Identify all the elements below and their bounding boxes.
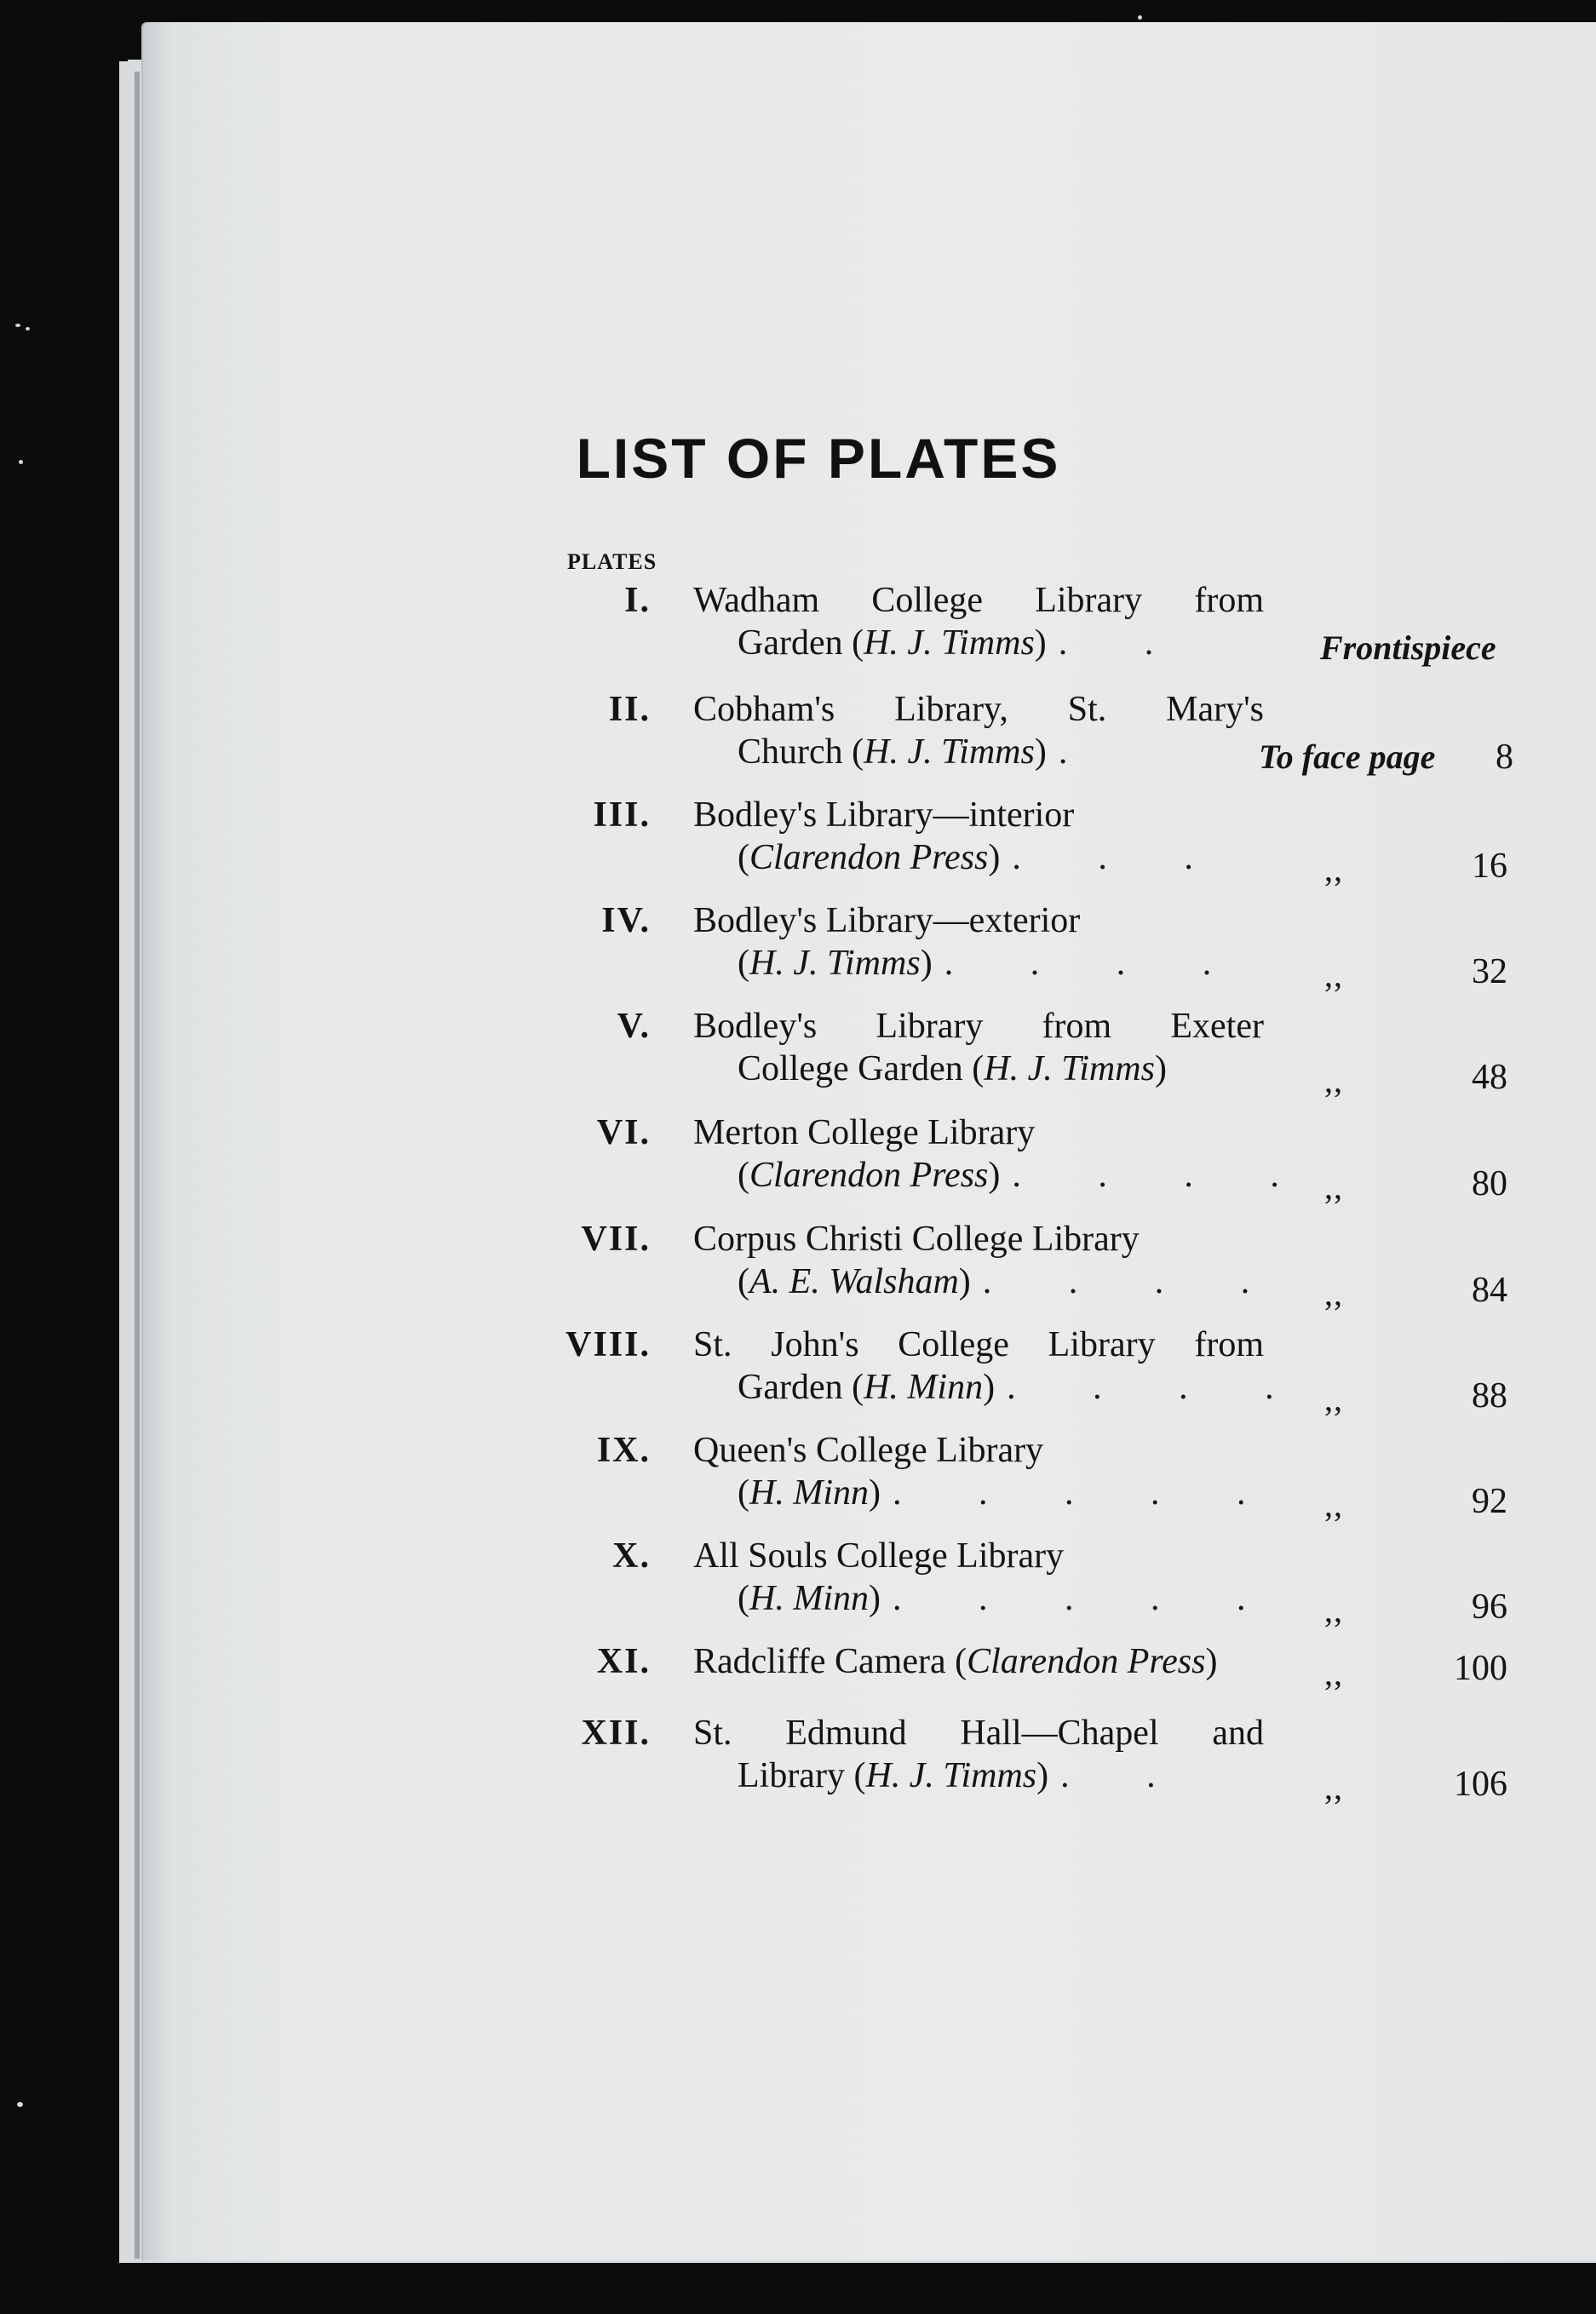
plate-title: Bodley's Library from Exeter — [693, 1007, 1264, 1046]
page-number: 100 — [1454, 1649, 1507, 1688]
leader-dots: . . . . . — [893, 1473, 1280, 1513]
plate-entry — [0, 1712, 1596, 1814]
plate-title: Wadham College Library from — [693, 581, 1264, 620]
ditto-mark: ,, — [1324, 1380, 1343, 1418]
ditto-mark: ,, — [1324, 1654, 1343, 1692]
plate-numeral: IX. — [596, 1431, 651, 1470]
plate-entry — [0, 1111, 1596, 1214]
plate-entry — [0, 1535, 1596, 1637]
plate-title: St. Edmund Hall—Chapel and — [693, 1714, 1264, 1753]
ditto-mark: ,, — [1324, 1274, 1343, 1312]
ditto-mark: ,, — [1324, 850, 1343, 888]
page-number: 106 — [1454, 1765, 1507, 1804]
plate-credit: A. E. Walsham — [749, 1262, 959, 1301]
plate-entry — [0, 579, 1596, 681]
plate-title-cont: (Clarendon Press) . . . — [738, 838, 1227, 877]
leader-dots: . . . . — [1007, 1368, 1308, 1407]
plate-credit: Clarendon Press — [967, 1642, 1206, 1681]
ditto-mark: ,, — [1324, 1168, 1343, 1206]
plate-numeral: VIII. — [565, 1325, 651, 1364]
plate-title-cont: (Clarendon Press) . . . . — [738, 1156, 1313, 1195]
plate-title-cont: Church (H. J. Timms) . — [738, 732, 1102, 772]
plate-entry — [0, 794, 1596, 896]
plate-entry — [0, 899, 1596, 1002]
plate-title: Queen's College Library — [693, 1431, 1044, 1470]
plate-numeral: XII. — [581, 1714, 651, 1753]
plate-numeral: XI. — [596, 1642, 651, 1681]
plate-title: Corpus Christi College Library — [693, 1220, 1140, 1259]
plate-title: Bodley's Library—interior — [693, 795, 1075, 835]
plate-entry — [0, 1324, 1596, 1426]
plate-credit: Clarendon Press — [749, 1156, 989, 1195]
page-number: 80 — [1472, 1164, 1507, 1203]
ditto-mark: ,, — [1324, 1485, 1343, 1524]
page-number: 48 — [1472, 1058, 1507, 1097]
page-number: 84 — [1472, 1271, 1507, 1310]
page-number: 32 — [1472, 952, 1507, 991]
plate-credit: H. J. Timms — [984, 1049, 1155, 1088]
plate-title-cont: (H. J. Timms) . . . . — [738, 944, 1246, 983]
plate-title: Radcliffe Camera (Clarendon Press) — [693, 1642, 1218, 1681]
dust-speck — [15, 324, 20, 327]
plate-credit: Clarendon Press — [749, 838, 989, 877]
leader-dots: . . . — [1012, 838, 1227, 877]
page-number: 8 — [1496, 738, 1513, 777]
plate-title-cont: (A. E. Walsham) . . . . — [738, 1262, 1284, 1301]
plate-title: All Souls College Library — [693, 1536, 1065, 1576]
plate-title-cont: College Garden (H. J. Timms) — [738, 1049, 1167, 1088]
plate-credit: H. Minn — [749, 1473, 869, 1513]
dust-speck — [26, 327, 30, 330]
plate-entry — [0, 1429, 1596, 1531]
plate-title: Bodley's Library—exterior — [693, 901, 1081, 940]
leader-dots: . . . . — [982, 1262, 1284, 1301]
plate-numeral: X. — [612, 1536, 651, 1576]
plate-credit: H. J. Timms — [864, 732, 1035, 772]
leader-dots: . . . . . — [893, 1579, 1280, 1618]
dust-speck — [17, 2102, 23, 2107]
plate-numeral: V. — [617, 1007, 651, 1046]
plate-credit: H. J. Timms — [864, 623, 1035, 663]
page-label: Frontispiece — [1320, 629, 1496, 667]
plate-title: St. John's College Library from — [693, 1325, 1264, 1364]
plate-entry — [0, 1218, 1596, 1320]
plate-numeral: II. — [608, 690, 651, 729]
page-number: 92 — [1472, 1482, 1507, 1521]
ditto-mark: ,, — [1324, 1591, 1343, 1629]
plate-numeral: IV. — [601, 901, 651, 940]
leader-dots: . . . . — [944, 944, 1246, 983]
plate-numeral: VII. — [581, 1220, 651, 1259]
plate-title: Cobham's Library, St. Mary's — [693, 690, 1264, 729]
leader-dots: . . — [1058, 623, 1188, 663]
plate-credit: H. Minn — [864, 1368, 984, 1407]
plate-title-cont: Garden (H. Minn) . . . . — [738, 1368, 1308, 1407]
ditto-mark: ,, — [1324, 1061, 1343, 1100]
plate-title: Merton College Library — [693, 1113, 1036, 1152]
column-heading: PLATES — [567, 549, 657, 574]
leader-dots: . . . . — [1012, 1156, 1313, 1195]
dust-speck — [1138, 15, 1142, 20]
plate-title-cont: Garden (H. J. Timms) . . — [738, 623, 1188, 663]
plate-numeral: I. — [624, 581, 651, 620]
plate-numeral: VI. — [596, 1113, 651, 1152]
page-number: 96 — [1472, 1588, 1507, 1627]
plate-numeral: III. — [593, 795, 651, 835]
plate-credit: H. J. Timms — [749, 944, 921, 983]
plate-title-cont: Library (H. J. Timms) . . — [738, 1756, 1190, 1795]
leader-dots: . — [1058, 732, 1102, 772]
page-number: 88 — [1472, 1376, 1507, 1415]
plate-entry — [0, 1005, 1596, 1107]
ditto-mark: ,, — [1324, 1768, 1343, 1806]
plate-entry — [0, 688, 1596, 790]
page-number: 16 — [1472, 847, 1507, 886]
plate-credit: H. Minn — [749, 1579, 869, 1618]
plate-title-cont: (H. Minn) . . . . . — [738, 1579, 1280, 1618]
page-title: LIST OF PLATES — [576, 427, 1061, 490]
plate-credit: H. J. Timms — [865, 1756, 1037, 1795]
ditto-mark: ,, — [1324, 956, 1343, 994]
plate-title-cont: (H. Minn) . . . . . — [738, 1473, 1280, 1513]
leader-dots: . . — [1060, 1756, 1190, 1795]
page-label: To face page — [1259, 738, 1436, 776]
